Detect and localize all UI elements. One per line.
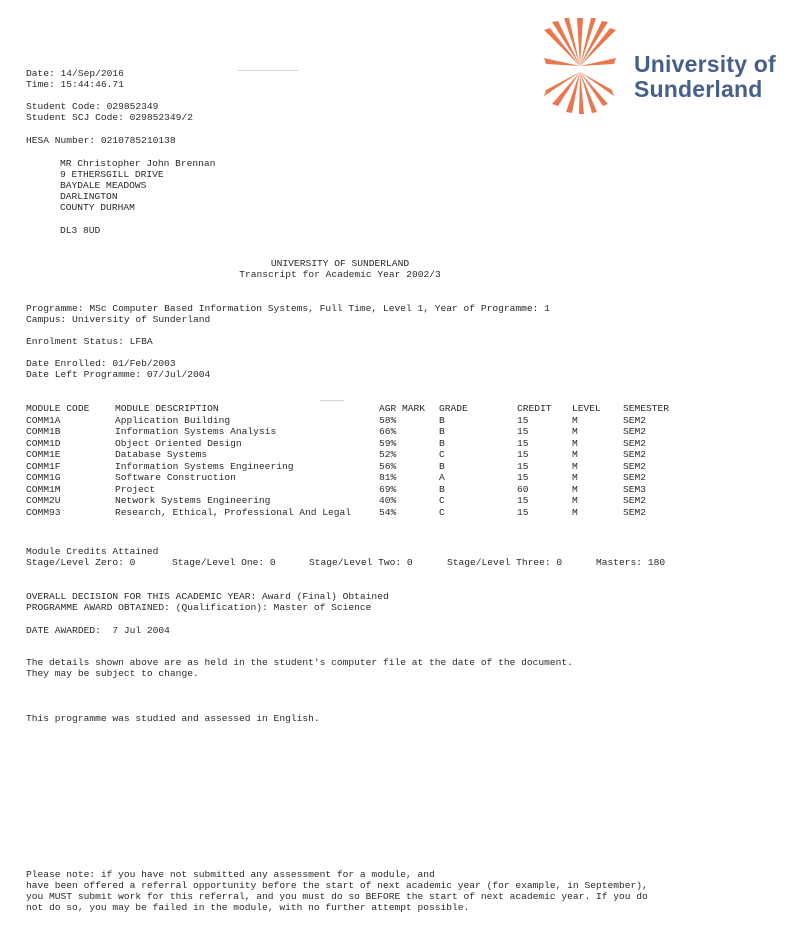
module-semester: SEM2	[623, 449, 647, 460]
module-level: M	[572, 460, 578, 472]
col-header-description: MODULE DESCRIPTION	[115, 403, 219, 414]
module-credit: 60	[517, 483, 529, 495]
module-description: Research, Ethical, Professional And Legal	[115, 506, 352, 518]
overall-decision: OVERALL DECISION FOR THIS ACADEMIC YEAR: Award (Final) Obtained	[26, 591, 389, 602]
module-mark: 58%	[379, 414, 397, 426]
note-line: not do so, you may be failed in the module, with no further attempt possible.	[26, 902, 470, 913]
language-statement: This programme was studied and assessed in English.	[26, 713, 320, 724]
print-time: Time: 15:44:46.71	[26, 79, 124, 90]
table-row	[26, 461, 683, 473]
scan-mark	[320, 400, 344, 401]
module-grade: B	[439, 483, 445, 495]
credits-zero: Stage/Level Zero: 0	[26, 557, 136, 568]
module-credit: 15	[517, 506, 529, 518]
credits-heading: Module Credits Attained	[26, 546, 159, 557]
campus-line: Campus: University of Sunderland	[26, 314, 211, 325]
table-row	[26, 449, 683, 461]
address-line: 9 ETHERSGILL DRIVE	[60, 169, 164, 180]
module-semester: SEM3	[623, 483, 647, 495]
module-level: M	[572, 449, 578, 460]
module-credit: 15	[517, 414, 529, 426]
module-credit: 15	[517, 426, 529, 437]
module-code: COMM93	[26, 506, 61, 518]
print-date: Date: 14/Sep/2016	[26, 68, 124, 79]
date-awarded: DATE AWARDED: 7 Jul 2004	[26, 625, 170, 636]
col-header-grade: GRADE	[439, 403, 468, 414]
table-row	[26, 415, 683, 427]
module-mark: 40%	[379, 495, 397, 506]
module-mark: 54%	[379, 506, 397, 518]
address-line: BAYDALE MEADOWS	[60, 180, 147, 191]
module-credit: 15	[517, 460, 529, 472]
module-description: Application Building	[115, 414, 231, 426]
wordmark-line-1: University of	[634, 51, 776, 77]
note-line: Please note: if you have not submitted any assessment for a module, and	[26, 869, 435, 880]
module-credit: 15	[517, 472, 529, 483]
wordmark-line-2: Sunderland	[634, 76, 763, 102]
module-credit: 15	[517, 495, 529, 506]
note-line: you MUST submit work for this referral, and you must do so BEFORE the start of next academic year. If you do	[26, 891, 648, 902]
module-level: M	[572, 426, 578, 437]
table-row	[26, 484, 683, 496]
table-header-row	[26, 403, 683, 415]
module-semester: SEM2	[623, 460, 647, 472]
credits-two: Stage/Level Two: 0	[309, 557, 413, 568]
credits-one: Stage/Level One: 0	[172, 557, 276, 568]
hesa-number: HESA Number: 0210785210138	[26, 135, 176, 146]
module-level: M	[572, 506, 578, 518]
module-semester: SEM2	[623, 495, 647, 506]
module-level: M	[572, 414, 578, 426]
module-semester: SEM2	[623, 472, 647, 483]
module-credit: 15	[517, 449, 529, 460]
module-description: Database Systems	[115, 449, 208, 460]
module-code: COMM1D	[26, 437, 61, 449]
module-table	[26, 403, 683, 518]
module-mark: 66%	[379, 426, 397, 437]
module-mark: 81%	[379, 472, 397, 483]
module-description: Network Systems Engineering	[115, 495, 271, 506]
enrolment-status: Enrolment Status: LFBA	[26, 336, 153, 347]
module-description: Software Construction	[115, 472, 236, 483]
module-grade: C	[439, 506, 445, 518]
module-code: COMM1M	[26, 483, 61, 495]
module-description: Project	[115, 483, 156, 495]
document-heading: UNIVERSITY OF SUNDERLAND	[270, 258, 410, 269]
disclaimer-line: The details shown above are as held in the student's computer file at the date of the document.	[26, 657, 573, 668]
disclaimer-line: They may be subject to change.	[26, 668, 199, 679]
module-level: M	[572, 483, 578, 495]
module-mark: 59%	[379, 437, 397, 449]
col-header-level: LEVEL	[572, 403, 601, 414]
student-code: Student Code: 029852349	[26, 101, 159, 112]
table-row	[26, 472, 683, 484]
module-code: COMM2U	[26, 495, 61, 506]
table-row	[26, 426, 683, 438]
module-grade: B	[439, 414, 445, 426]
module-code: COMM1B	[26, 426, 61, 437]
table-row	[26, 495, 683, 507]
module-semester: SEM2	[623, 426, 647, 437]
module-level: M	[572, 472, 578, 483]
module-grade: C	[439, 495, 445, 506]
module-mark: 69%	[379, 483, 397, 495]
scan-mark	[238, 70, 298, 71]
university-wordmark	[634, 52, 776, 102]
module-mark: 56%	[379, 460, 397, 472]
module-level: M	[572, 437, 578, 449]
module-credit: 15	[517, 437, 529, 449]
address-line: COUNTY DURHAM	[60, 202, 135, 213]
module-code: COMM1A	[26, 414, 61, 426]
module-level: M	[572, 495, 578, 506]
address-postcode: DL3 8UD	[60, 225, 101, 236]
student-scj-code: Student SCJ Code: 029852349/2	[26, 112, 193, 123]
credits-masters: Masters: 180	[596, 557, 666, 568]
module-description: Object Oriented Design	[115, 437, 242, 449]
module-grade: A	[439, 472, 445, 483]
col-header-code: MODULE CODE	[26, 403, 90, 414]
credits-three: Stage/Level Three: 0	[447, 557, 563, 568]
module-grade: B	[439, 426, 445, 437]
date-left: Date Left Programme: 07/Jul/2004	[26, 369, 211, 380]
address-name: MR Christopher John Brennan	[60, 158, 216, 169]
module-description: Information Systems Engineering	[115, 460, 294, 472]
module-description: Information Systems Analysis	[115, 426, 277, 437]
col-header-mark: AGR MARK	[379, 403, 426, 414]
module-semester: SEM2	[623, 437, 647, 449]
programme-line: Programme: MSc Computer Based Information Systems, Full Time, Level 1, Year of Programme: 1	[26, 303, 550, 314]
note-line: have been offered a referral opportunity before the start of next academic year (for example, in September),	[26, 880, 648, 891]
module-code: COMM1E	[26, 449, 61, 460]
module-grade: B	[439, 437, 445, 449]
programme-award: PROGRAMME AWARD OBTAINED: (Qualification): Master of Science	[26, 602, 372, 613]
module-code: COMM1G	[26, 472, 61, 483]
date-enrolled: Date Enrolled: 01/Feb/2003	[26, 358, 176, 369]
module-semester: SEM2	[623, 506, 647, 518]
module-grade: C	[439, 449, 445, 460]
document-subheading: Transcript for Academic Year 2002/3	[239, 269, 441, 280]
table-row	[26, 507, 683, 519]
module-code: COMM1F	[26, 460, 61, 472]
col-header-semester: SEMESTER	[623, 403, 670, 414]
module-grade: B	[439, 460, 445, 472]
address-line: DARLINGTON	[60, 191, 118, 202]
module-mark: 52%	[379, 449, 397, 460]
col-header-credit: CREDIT	[517, 403, 552, 414]
module-semester: SEM2	[623, 414, 647, 426]
table-row	[26, 438, 683, 450]
